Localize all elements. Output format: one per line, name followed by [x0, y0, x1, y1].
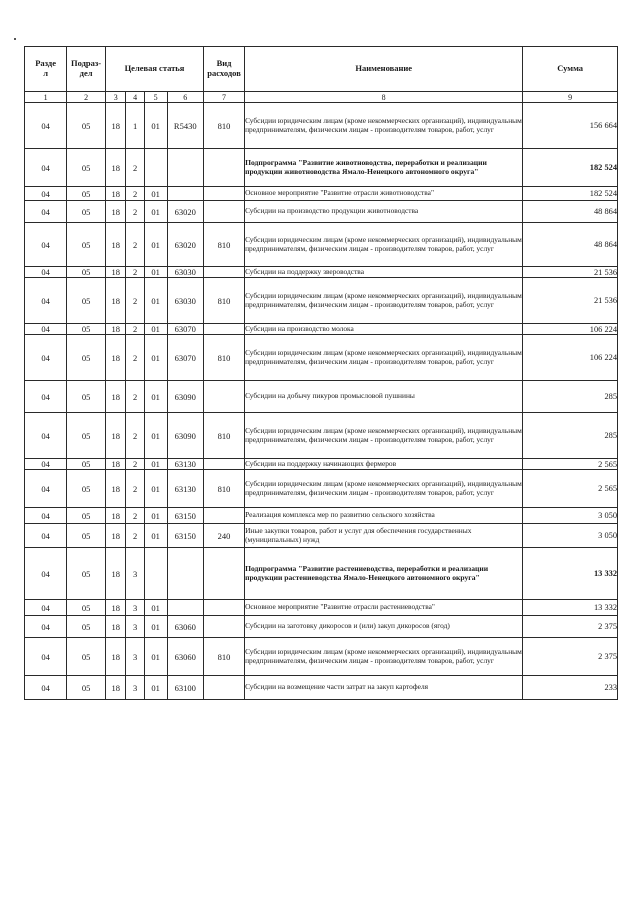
table-body	[25, 103, 618, 700]
table-row	[25, 324, 618, 335]
table-row	[25, 149, 618, 187]
cell-naimenovanie: Субсидии на поддержку звероводства	[245, 267, 523, 278]
cell-razdel: 04	[25, 600, 67, 616]
cell-vid-raskhodov	[204, 187, 245, 201]
cell-podrazdel: 05	[67, 616, 106, 638]
header-vid-raskhodov: Вид расходов	[204, 47, 245, 92]
table-row	[25, 381, 618, 413]
cell-target-code: 63090	[167, 413, 204, 459]
cell-vid-raskhodov	[204, 508, 245, 524]
cell-target-code: 63090	[167, 381, 204, 413]
cell-naimenovanie: Субсидии на заготовку дикоросов и (или) закуп дикоросов (ягод)	[245, 616, 523, 638]
cell-vid-raskhodov	[204, 548, 245, 600]
cell-naimenovanie: Подпрограмма "Развитие животноводства, переработки и реализации продукции животноводства Ямало-Ненецкого автономного округа"	[245, 149, 523, 187]
cell-naimenovanie: Подпрограмма "Развитие растениеводства, переработки и реализации продукции растениеводства Ямало-Ненецкого автономного округа"	[245, 548, 523, 600]
cell-target-subprogram: 2	[126, 335, 144, 381]
cell-razdel: 04	[25, 324, 67, 335]
table-row	[25, 459, 618, 470]
col-number: 3	[105, 92, 126, 103]
cell-target-event: 01	[144, 600, 167, 616]
cell-target-program: 18	[105, 600, 126, 616]
cell-target-event: 01	[144, 103, 167, 149]
cell-razdel: 04	[25, 335, 67, 381]
table-row	[25, 548, 618, 600]
cell-summa: 285	[523, 413, 618, 459]
cell-podrazdel: 05	[67, 187, 106, 201]
cell-target-event: 01	[144, 470, 167, 508]
cell-summa: 106 224	[523, 324, 618, 335]
cell-target-subprogram: 2	[126, 459, 144, 470]
cell-summa: 182 524	[523, 149, 618, 187]
cell-razdel: 04	[25, 638, 67, 676]
cell-target-subprogram: 3	[126, 600, 144, 616]
cell-summa: 2 375	[523, 616, 618, 638]
table-row	[25, 616, 618, 638]
col-number: 4	[126, 92, 144, 103]
cell-target-code	[167, 149, 204, 187]
cell-vid-raskhodov	[204, 676, 245, 700]
cell-summa: 285	[523, 381, 618, 413]
cell-target-code: 63130	[167, 470, 204, 508]
cell-target-subprogram: 2	[126, 267, 144, 278]
cell-podrazdel: 05	[67, 381, 106, 413]
cell-target-program: 18	[105, 548, 126, 600]
cell-vid-raskhodov: 810	[204, 278, 245, 324]
cell-target-subprogram: 2	[126, 223, 144, 267]
cell-naimenovanie: Субсидии юридическим лицам (кроме некоммерческих организаций), индивидуальным предпринимателям, физическим лицам - производителям товаров, работ, услуг	[245, 278, 523, 324]
cell-razdel: 04	[25, 223, 67, 267]
cell-naimenovanie: Субсидии юридическим лицам (кроме некоммерческих организаций), индивидуальным предпринимателям, физическим лицам - производителям товаров, работ, услуг	[245, 638, 523, 676]
cell-target-code: 63030	[167, 267, 204, 278]
cell-podrazdel: 05	[67, 676, 106, 700]
header-naimenovanie: Наименование	[245, 47, 523, 92]
cell-vid-raskhodov: 810	[204, 413, 245, 459]
cell-target-subprogram: 3	[126, 676, 144, 700]
cell-target-subprogram: 1	[126, 103, 144, 149]
cell-target-code: 63060	[167, 638, 204, 676]
cell-target-code: 63130	[167, 459, 204, 470]
table-row	[25, 267, 618, 278]
cell-target-program: 18	[105, 267, 126, 278]
cell-podrazdel: 05	[67, 278, 106, 324]
cell-target-code: R5430	[167, 103, 204, 149]
cell-target-subprogram: 2	[126, 149, 144, 187]
cell-razdel: 04	[25, 470, 67, 508]
cell-target-program: 18	[105, 676, 126, 700]
cell-summa: 106 224	[523, 335, 618, 381]
table-row	[25, 676, 618, 700]
cell-target-code: 63150	[167, 524, 204, 548]
cell-vid-raskhodov	[204, 616, 245, 638]
cell-naimenovanie: Субсидии на производство продукции животноводства	[245, 201, 523, 223]
cell-summa: 13 332	[523, 548, 618, 600]
cell-target-event: 01	[144, 223, 167, 267]
budget-table	[24, 46, 618, 700]
budget-page	[24, 46, 618, 700]
cell-target-program: 18	[105, 278, 126, 324]
cell-vid-raskhodov: 810	[204, 223, 245, 267]
cell-target-code	[167, 187, 204, 201]
cell-naimenovanie: Субсидии на добычу пикуров промысловой пушнины	[245, 381, 523, 413]
column-number-row	[25, 92, 618, 103]
cell-target-program: 18	[105, 508, 126, 524]
cell-target-code: 63070	[167, 335, 204, 381]
cell-podrazdel: 05	[67, 201, 106, 223]
cell-target-event: 01	[144, 676, 167, 700]
cell-summa: 13 332	[523, 600, 618, 616]
cell-podrazdel: 05	[67, 600, 106, 616]
cell-target-event: 01	[144, 278, 167, 324]
cell-target-code: 63030	[167, 278, 204, 324]
cell-target-event: 01	[144, 524, 167, 548]
cell-target-program: 18	[105, 103, 126, 149]
cell-razdel: 04	[25, 187, 67, 201]
cell-podrazdel: 05	[67, 267, 106, 278]
cell-target-program: 18	[105, 187, 126, 201]
cell-razdel: 04	[25, 524, 67, 548]
table-row	[25, 638, 618, 676]
cell-target-program: 18	[105, 413, 126, 459]
cell-target-event: 01	[144, 201, 167, 223]
cell-target-subprogram: 2	[126, 413, 144, 459]
cell-target-code: 63020	[167, 201, 204, 223]
cell-vid-raskhodov: 240	[204, 524, 245, 548]
cell-target-event: 01	[144, 324, 167, 335]
cell-target-code: 63070	[167, 324, 204, 335]
cell-summa: 48 864	[523, 201, 618, 223]
cell-target-code	[167, 600, 204, 616]
header-tselevaya-statya: Целевая статья	[105, 47, 203, 92]
cell-summa: 182 524	[523, 187, 618, 201]
cell-razdel: 04	[25, 278, 67, 324]
cell-target-program: 18	[105, 201, 126, 223]
cell-target-program: 18	[105, 524, 126, 548]
cell-podrazdel: 05	[67, 335, 106, 381]
cell-podrazdel: 05	[67, 223, 106, 267]
cell-vid-raskhodov: 810	[204, 638, 245, 676]
cell-target-event: 01	[144, 616, 167, 638]
cell-target-subprogram: 2	[126, 524, 144, 548]
col-number: 2	[67, 92, 106, 103]
cell-naimenovanie: Субсидии юридическим лицам (кроме некоммерческих организаций), индивидуальным предпринимателям, физическим лицам - производителям товаров, работ, услуг	[245, 103, 523, 149]
cell-naimenovanie: Основное мероприятие "Развитие отрасли растениеводства"	[245, 600, 523, 616]
cell-target-program: 18	[105, 459, 126, 470]
cell-summa: 2 565	[523, 470, 618, 508]
cell-target-program: 18	[105, 324, 126, 335]
cell-razdel: 04	[25, 201, 67, 223]
cell-summa: 3 050	[523, 524, 618, 548]
cell-naimenovanie: Субсидии на поддержку начинающих фермеров	[245, 459, 523, 470]
table-row	[25, 223, 618, 267]
cell-summa: 2 375	[523, 638, 618, 676]
cell-target-code	[167, 548, 204, 600]
table-row	[25, 508, 618, 524]
cell-target-program: 18	[105, 335, 126, 381]
table-row	[25, 335, 618, 381]
cell-summa: 21 536	[523, 267, 618, 278]
cell-naimenovanie: Субсидии на возмещение части затрат на закуп картофеля	[245, 676, 523, 700]
table-row	[25, 187, 618, 201]
cell-podrazdel: 05	[67, 149, 106, 187]
cell-target-subprogram: 2	[126, 470, 144, 508]
cell-summa: 48 864	[523, 223, 618, 267]
cell-summa: 156 664	[523, 103, 618, 149]
cell-razdel: 04	[25, 548, 67, 600]
cell-razdel: 04	[25, 459, 67, 470]
cell-target-event: 01	[144, 413, 167, 459]
table-row	[25, 103, 618, 149]
cell-target-program: 18	[105, 149, 126, 187]
cell-target-subprogram: 3	[126, 638, 144, 676]
cell-vid-raskhodov	[204, 324, 245, 335]
cell-target-event: 01	[144, 381, 167, 413]
cell-podrazdel: 05	[67, 413, 106, 459]
cell-target-code: 63020	[167, 223, 204, 267]
col-number: 7	[204, 92, 245, 103]
cell-target-subprogram: 2	[126, 324, 144, 335]
cell-target-code: 63150	[167, 508, 204, 524]
header-row	[25, 47, 618, 92]
cell-naimenovanie: Иные закупки товаров, работ и услуг для обеспечения государственных (муниципальных) нужд	[245, 524, 523, 548]
cell-naimenovanie: Реализация комплекса мер по развитию сельского хозяйства	[245, 508, 523, 524]
cell-vid-raskhodov	[204, 600, 245, 616]
table-row	[25, 470, 618, 508]
cell-target-event	[144, 149, 167, 187]
col-number: 9	[523, 92, 618, 103]
cell-target-code: 63060	[167, 616, 204, 638]
cell-target-subprogram: 2	[126, 187, 144, 201]
col-number: 8	[245, 92, 523, 103]
header-razdel: Разде л	[25, 47, 67, 92]
cell-vid-raskhodov	[204, 267, 245, 278]
cell-vid-raskhodov: 810	[204, 470, 245, 508]
table-row	[25, 201, 618, 223]
cell-target-subprogram: 2	[126, 381, 144, 413]
cell-target-event: 01	[144, 508, 167, 524]
cell-razdel: 04	[25, 381, 67, 413]
cell-naimenovanie: Субсидии юридическим лицам (кроме некоммерческих организаций), индивидуальным предпринимателям, физическим лицам - производителям товаров, работ, услуг	[245, 470, 523, 508]
cell-podrazdel: 05	[67, 548, 106, 600]
cell-summa: 21 536	[523, 278, 618, 324]
cell-summa: 3 050	[523, 508, 618, 524]
cell-target-event: 01	[144, 335, 167, 381]
col-number: 1	[25, 92, 67, 103]
cell-target-subprogram: 3	[126, 548, 144, 600]
col-number: 6	[167, 92, 204, 103]
cell-podrazdel: 05	[67, 459, 106, 470]
cell-target-program: 18	[105, 470, 126, 508]
cell-vid-raskhodov	[204, 149, 245, 187]
cell-summa: 2 565	[523, 459, 618, 470]
cell-target-code: 63100	[167, 676, 204, 700]
col-number: 5	[144, 92, 167, 103]
cell-razdel: 04	[25, 267, 67, 278]
cell-naimenovanie: Субсидии юридическим лицам (кроме некоммерческих организаций), индивидуальным предпринимателям, физическим лицам - производителям товаров, работ, услуг	[245, 335, 523, 381]
cell-razdel: 04	[25, 413, 67, 459]
cell-vid-raskhodov	[204, 381, 245, 413]
cell-target-event: 01	[144, 267, 167, 278]
cell-vid-raskhodov	[204, 459, 245, 470]
cell-naimenovanie: Основное мероприятие "Развитие отрасли животноводства"	[245, 187, 523, 201]
scan-speck	[14, 38, 16, 40]
cell-razdel: 04	[25, 508, 67, 524]
table-row	[25, 413, 618, 459]
cell-naimenovanie: Субсидии юридическим лицам (кроме некоммерческих организаций), индивидуальным предпринимателям, физическим лицам - производителям товаров, работ, услуг	[245, 223, 523, 267]
cell-target-subprogram: 2	[126, 201, 144, 223]
cell-target-program: 18	[105, 381, 126, 413]
cell-target-program: 18	[105, 638, 126, 676]
cell-podrazdel: 05	[67, 103, 106, 149]
cell-razdel: 04	[25, 149, 67, 187]
cell-razdel: 04	[25, 676, 67, 700]
cell-naimenovanie: Субсидии на производство молока	[245, 324, 523, 335]
cell-target-event: 01	[144, 187, 167, 201]
table-row	[25, 600, 618, 616]
cell-summa: 233	[523, 676, 618, 700]
cell-vid-raskhodov: 810	[204, 103, 245, 149]
cell-target-subprogram: 2	[126, 278, 144, 324]
cell-podrazdel: 05	[67, 508, 106, 524]
cell-target-event: 01	[144, 638, 167, 676]
cell-razdel: 04	[25, 103, 67, 149]
table-row	[25, 524, 618, 548]
cell-vid-raskhodov	[204, 201, 245, 223]
header-summa: Сумма	[523, 47, 618, 92]
cell-target-event	[144, 548, 167, 600]
cell-target-program: 18	[105, 616, 126, 638]
cell-podrazdel: 05	[67, 524, 106, 548]
cell-podrazdel: 05	[67, 470, 106, 508]
cell-podrazdel: 05	[67, 324, 106, 335]
table-row	[25, 278, 618, 324]
cell-razdel: 04	[25, 616, 67, 638]
cell-naimenovanie: Субсидии юридическим лицам (кроме некоммерческих организаций), индивидуальным предпринимателям, физическим лицам - производителям товаров, работ, услуг	[245, 413, 523, 459]
cell-podrazdel: 05	[67, 638, 106, 676]
cell-target-program: 18	[105, 223, 126, 267]
cell-target-subprogram: 3	[126, 616, 144, 638]
cell-target-event: 01	[144, 459, 167, 470]
cell-vid-raskhodov: 810	[204, 335, 245, 381]
header-podrazdel: Подраз- дел	[67, 47, 106, 92]
cell-target-subprogram: 2	[126, 508, 144, 524]
